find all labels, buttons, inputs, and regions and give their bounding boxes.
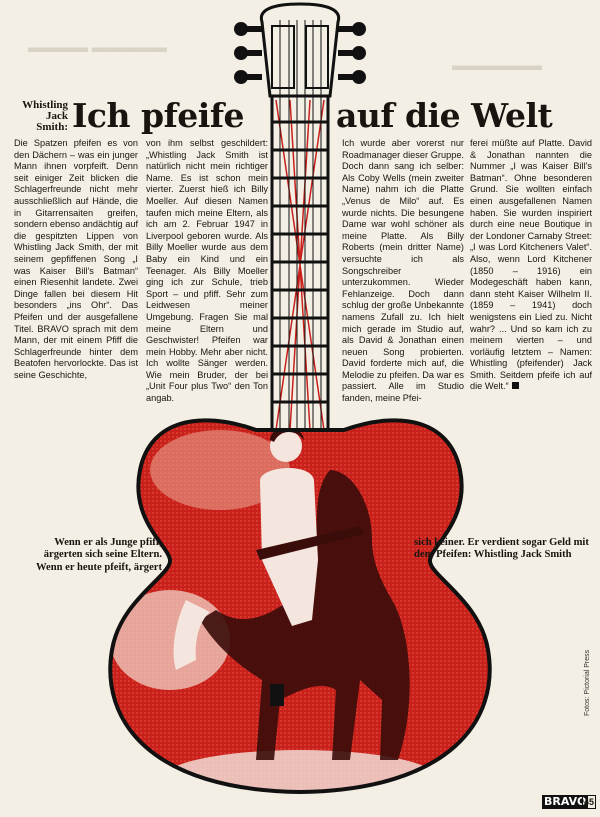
body-text: von ihm selbst geschildert: „Whistling Jack Smith ist natürlich nicht mein richtiger Name. Es ist schon mein vierter. Zuerst hieß ich Billy Moeller. Auf diesen Namen taufen mich meine Eltern, als ich am 2. Februar 1947 in Liverpool geboren wurde. Als Billy Moeller wurde aus dem Baby ein Kind und ein Teenager. Als Billy Moeller ging ich zur Schule, trieb Sport – und pfiff. Sehr zum Leidwesen meiner Umgebung. Fragen Sie mal meine Eltern und Geschwister! Pfeifen war mein Hobby. Mehr aber nicht. Ich wollte Sänger werden. Wie mein Bruder, der bei „Unit Four plus Two“ den Ton angab. [146, 138, 268, 404]
article-column-4 [470, 138, 592, 393]
kicker-line: Whistling [22, 99, 68, 111]
article-column-3 [342, 138, 464, 405]
kicker-line: Jack [46, 110, 68, 122]
headline-right: auf die Welt [336, 96, 553, 135]
kicker [4, 100, 68, 133]
article-column-1 [14, 138, 138, 381]
end-mark-icon [512, 382, 519, 389]
photo-credit: Fotos: Pictorial Press [584, 649, 591, 716]
body-text: Die Spatzen pfeifen es von den Dächern – was ein junger Mann ihnen vorpfeift. Denn seit einiger Zeit blicken die Schlagerfreunde nicht mehr ausschließlich auf Hände, die in Gitarrensaiten greifen, sondern ebenso andächtig auf die gespitzten Lippen von Whistling Jack Smith, der mit seinem gepfiffenen Song „I was Kaiser Bill's Batman“ einen Riesenhit landete. Zwei Dinge fallen bei diesem Hit besonders „ins Ohr“. Das Pfeifen und der ausgefallene Titel. BRAVO sprach mit dem Mann, der mit einem Pfiff die Schlagerfreunde hinter dem Beatofen hervorlockte. Das ist seine Geschichte, [14, 138, 138, 380]
article-column-2 [146, 138, 268, 405]
bleed-through-decoration: ▬▬▬▬▬▬ [452, 58, 542, 74]
bleed-through-decoration: ▬▬▬▬ ▬▬▬▬▬ [28, 40, 167, 56]
body-text: ferei müßte auf Platte. David & Jonathan nannten die Nummer „I was Kaiser Bill's Batman“. Ohne besonderen Grund. Sie wollten einfach einen ausgefallenen Namen haben. Sie wurden inspiriert durch eine neue Boutique in der Londoner Carnaby Street: „I was Lord Kitcheners Valet“. Also, wenn Lord Kitchener (1850 – 1916) ein Modegeschäft haben kann, dann steht Kaiser Wilhelm II. (1859 – 1941) doch wenigstens ein Lied zu. Nicht wahr? ... Und so kam ich zu meinem vierten – und vorläufig letztem – Namen: Whistling (pfeifender) Jack Smith. Seitdem pfeife ich auf die Welt.“ [470, 138, 592, 392]
guitar-body-photo [100, 400, 500, 810]
guitar-headstock [234, 4, 366, 96]
magazine-logo: BRAVO [544, 795, 587, 808]
kicker-line: Smith: [36, 121, 68, 133]
body-text: Ich wurde aber vorerst nur Roadmanager dieser Gruppe. Doch dann sang ich selber: Als Coby Wells (mein zweiter Name) nahm ich die Platte „Venus de Milo“ auf. Es wurde nichts. Die besungene Dame war wohl schöner als meine Platte. Als Billy Roberts (mein dritter Name) versuchte ich als Songschreiber unterzukommen. Wieder Fehlanzeige. Doch dann schlug der große Unbekannte namens Zufall zu. Ich hielt mich gerade im Studio auf, als David & Jonathan einen neuen Song probierten. David forderte mich auf, die Melodie zu pfeifen. Da war es passiert. Alle im Studio fanden, meine Pfei- [342, 138, 464, 404]
photo-caption-right: sich keiner. Er verdient sogar Geld mit dem Pfeifen: Whistling Jack Smith [414, 537, 589, 561]
headline-left: Ich pfeife [72, 96, 245, 135]
photo-caption-left: Wenn er als Junge pfiff, ärgerten sich seine Eltern. Wenn er heute pfeift, ärgert [35, 537, 162, 573]
page-number: 45 [583, 797, 594, 807]
